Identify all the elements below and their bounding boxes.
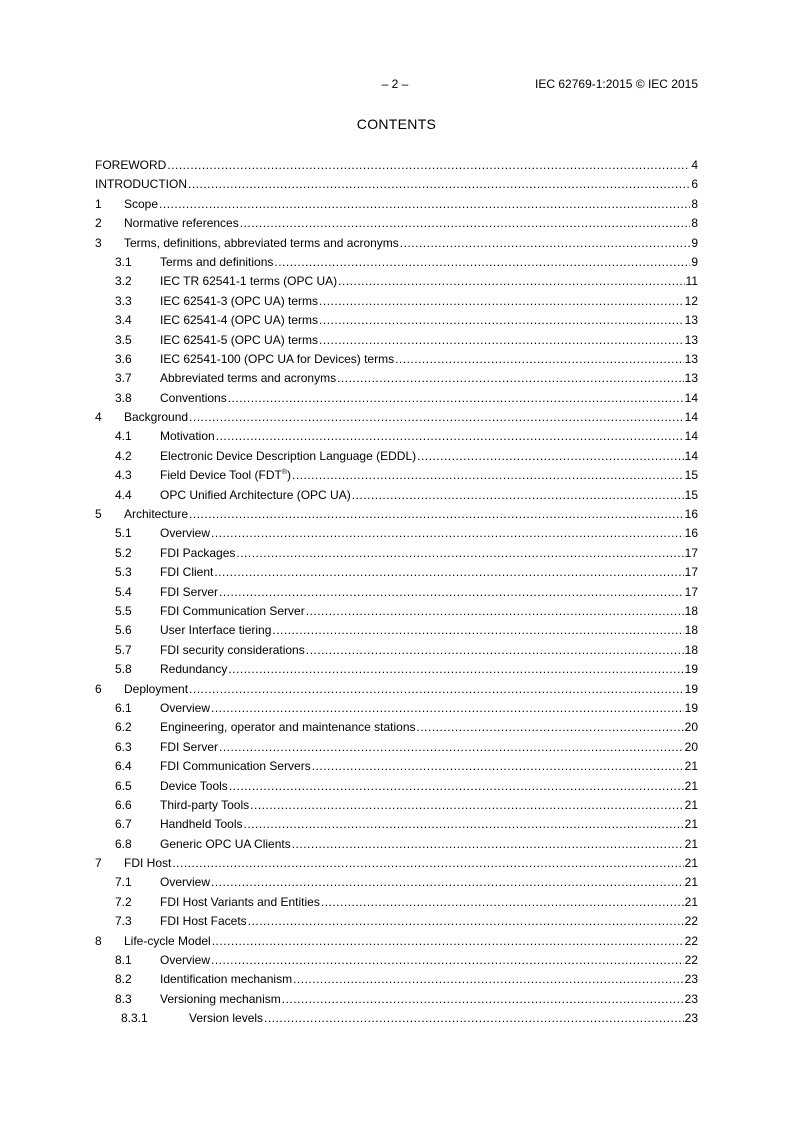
toc-entry-page: 18: [684, 623, 698, 638]
toc-entry-title: Scope: [124, 196, 159, 211]
toc-entry[interactable]: [95, 313, 698, 332]
toc-entry-page: 4: [691, 158, 698, 172]
toc-entry-page: 13: [684, 313, 698, 328]
toc-entry-title: Engineering, operator and maintenance stations: [160, 720, 416, 735]
toc-entry-page: 13: [684, 351, 698, 366]
toc-entry[interactable]: [95, 662, 698, 681]
toc-entry-title: Redundancy: [160, 662, 228, 677]
toc-entry[interactable]: [95, 274, 698, 293]
toc-entry-number: 6.4: [115, 759, 132, 774]
dot-leader: [211, 701, 684, 715]
toc-entry-page: 23: [684, 991, 698, 1006]
toc-entry[interactable]: [95, 779, 698, 798]
toc-entry-page: 23: [684, 972, 698, 987]
toc-entry-page: 19: [684, 681, 698, 696]
toc-entry-title: Overview: [160, 700, 211, 715]
dot-leader: [228, 391, 684, 405]
toc-entry-title: Overview: [160, 953, 211, 968]
toc-entry-page: 21: [684, 759, 698, 774]
dot-leader: [395, 352, 684, 366]
toc-entry-title: FDI Server: [160, 584, 219, 599]
toc-entry[interactable]: [95, 585, 698, 604]
toc-entry[interactable]: [95, 914, 698, 933]
toc-entry-number: 5.7: [115, 642, 132, 657]
dot-leader: [248, 914, 684, 928]
dot-leader: [211, 875, 684, 889]
toc-entry-title: Abbreviated terms and acronyms: [160, 371, 337, 386]
toc-entry[interactable]: [95, 429, 698, 448]
toc-entry[interactable]: [95, 1011, 698, 1030]
toc-entry-title: Overview: [160, 875, 211, 890]
dot-leader: [172, 856, 683, 870]
toc-entry-number: 3.4: [115, 313, 132, 328]
toc-entry-number: 5.4: [115, 584, 132, 599]
toc-entry-title: OPC Unified Architecture (OPC UA): [160, 487, 351, 502]
dot-leader: [337, 371, 684, 385]
toc-entry-number: 7: [95, 856, 102, 871]
toc-entry-number: 8: [95, 933, 102, 948]
toc-entry[interactable]: [95, 875, 698, 894]
toc-entry-number: 1: [95, 196, 102, 211]
toc-entry[interactable]: [95, 682, 698, 701]
toc-entry-page: 22: [684, 933, 698, 948]
toc-entry-title: IEC 62541-3 (OPC UA) terms: [160, 293, 319, 308]
dot-leader: [236, 546, 683, 560]
toc-entry[interactable]: [95, 972, 698, 991]
toc-entry-title: Electronic Device Description Language (EDDL): [160, 448, 417, 463]
toc-entry-number: 4.2: [115, 448, 132, 463]
dot-leader: [338, 274, 684, 288]
toc-entry-page: 14: [684, 410, 698, 425]
toc-entry-number: 2: [95, 216, 102, 231]
toc-entry-number: 3.3: [115, 293, 132, 308]
toc-entry[interactable]: [95, 158, 698, 177]
toc-entry-page: 21: [684, 778, 698, 793]
dot-leader: [167, 158, 690, 172]
toc-entry-page: 15: [684, 487, 698, 502]
toc-entry-title: Life-cycle Model: [124, 933, 211, 948]
toc-entry-title: Deployment: [124, 681, 189, 696]
toc-entry-page: 19: [684, 662, 698, 677]
dot-leader: [212, 934, 684, 948]
dot-leader: [214, 565, 683, 579]
dot-leader: [400, 236, 691, 250]
dot-leader: [244, 817, 684, 831]
toc-entry-page: 21: [684, 817, 698, 832]
toc-entry-title: FDI Packages: [160, 545, 236, 560]
dot-leader: [264, 1011, 684, 1025]
toc-entry[interactable]: [95, 449, 698, 468]
toc-entry-page: 21: [684, 797, 698, 812]
toc-entry[interactable]: [95, 643, 698, 662]
dot-leader: [189, 507, 684, 521]
dot-leader: [189, 410, 684, 424]
toc-entry-title: Motivation: [160, 429, 215, 444]
toc-entry-title: FDI Client: [160, 565, 214, 580]
toc-entry-number: 4.4: [115, 487, 132, 502]
toc-entry-number: 6.6: [115, 797, 132, 812]
contents-title: CONTENTS: [356, 116, 437, 132]
dot-leader: [312, 759, 684, 773]
page-number: – 2 –: [381, 77, 409, 91]
toc-entry-title: INTRODUCTION: [95, 177, 187, 192]
dot-leader: [219, 740, 684, 754]
toc-entry[interactable]: [95, 953, 698, 972]
standard-reference: IEC 62769-1:2015 © IEC 2015: [535, 77, 698, 91]
toc-entry-page: 8: [691, 216, 698, 231]
toc-entry-title: Identification mechanism: [160, 972, 293, 987]
toc-entry[interactable]: [95, 604, 698, 623]
toc-entry-title: IEC 62541-4 (OPC UA) terms: [160, 313, 319, 328]
toc-entry-title: FDI Communication Servers: [160, 759, 311, 774]
dot-leader: [211, 953, 684, 967]
toc-entry-title: Handheld Tools: [160, 817, 243, 832]
toc-entry-number: 4.3: [115, 468, 132, 483]
toc-entry-number: 6.2: [115, 720, 132, 735]
toc-entry-title: IEC TR 62541-1 terms (OPC UA): [160, 274, 338, 289]
toc-entry-number: 6.1: [115, 700, 132, 715]
toc-entry-number: 5.6: [115, 623, 132, 638]
toc-entry-title: Generic OPC UA Clients: [160, 836, 291, 851]
dot-leader: [292, 468, 684, 482]
toc-entry-page: 14: [684, 390, 698, 405]
dot-leader: [319, 333, 684, 347]
toc-entry[interactable]: [95, 177, 698, 196]
toc-entry-page: 15: [684, 468, 698, 483]
toc-entry-page: 17: [684, 584, 698, 599]
toc-entry-title: FDI security considerations: [160, 642, 305, 657]
dot-leader: [240, 216, 691, 230]
toc-entry-number: 8.2: [115, 972, 132, 987]
toc-entry-page: 22: [684, 953, 698, 968]
toc-entry[interactable]: [95, 895, 698, 914]
toc-entry-number: 8.3.1: [121, 1011, 148, 1026]
dot-leader: [216, 429, 684, 443]
toc-entry-number: 7.2: [115, 894, 132, 909]
toc-entry[interactable]: [95, 333, 698, 352]
toc-entry-page: 22: [684, 914, 698, 929]
dot-leader: [306, 604, 684, 618]
toc-entry-page: 21: [684, 836, 698, 851]
dot-leader: [417, 449, 684, 463]
dot-leader: [292, 837, 684, 851]
toc-entry-page: 14: [684, 429, 698, 444]
toc-entry-title: Terms and definitions: [160, 254, 274, 269]
dot-leader: [211, 526, 684, 540]
dot-leader: [321, 895, 684, 909]
toc-entry-number: 7.3: [115, 914, 132, 929]
toc-entry-page: 14: [684, 448, 698, 463]
toc-entry-number: 4.1: [115, 429, 132, 444]
toc-entry-page: 21: [684, 894, 698, 909]
toc-entry[interactable]: [95, 856, 698, 875]
toc-entry-title: Normative references: [124, 216, 239, 231]
toc-entry[interactable]: [95, 740, 698, 759]
dot-leader: [159, 197, 690, 211]
toc-entry[interactable]: [95, 236, 698, 255]
toc-entry-page: 13: [684, 332, 698, 347]
toc-entry-page: 9: [691, 254, 698, 269]
registered-mark: ®: [281, 469, 287, 477]
toc-entry[interactable]: [95, 798, 698, 817]
toc-entry-page: 19: [684, 700, 698, 715]
dot-leader: [319, 313, 684, 327]
toc-entry-page: 8: [691, 196, 698, 211]
toc-entry[interactable]: [95, 352, 698, 371]
toc-entry-page: 18: [684, 603, 698, 618]
toc-entry-number: 8.1: [115, 953, 132, 968]
toc-entry[interactable]: [95, 468, 698, 487]
toc-entry-title: Versioning mechanism: [160, 991, 281, 1006]
toc-entry-number: 3: [95, 235, 102, 250]
toc-entry[interactable]: [95, 992, 698, 1011]
toc-entry-number: 6.3: [115, 739, 132, 754]
toc-entry[interactable]: [95, 371, 698, 390]
toc-entry-number: 5.8: [115, 662, 132, 677]
toc-entry-number: 8.3: [115, 991, 132, 1006]
dot-leader: [417, 720, 684, 734]
toc-entry-number: 5: [95, 507, 102, 522]
toc-entry-number: 3.1: [115, 254, 132, 269]
toc-entry[interactable]: [95, 837, 698, 856]
toc-entry[interactable]: [95, 817, 698, 836]
toc-entry[interactable]: [95, 526, 698, 545]
toc-entry[interactable]: [95, 720, 698, 739]
toc-entry-number: 6: [95, 681, 102, 696]
toc-entry-page: 17: [684, 545, 698, 560]
dot-leader: [319, 294, 684, 308]
toc-entry-number: 5.2: [115, 545, 132, 560]
toc-entry-page: 17: [684, 565, 698, 580]
toc-entry-page: 9: [691, 235, 698, 250]
toc-entry-title: FDI Host Variants and Entities: [160, 894, 320, 909]
toc-entry-number: 3.2: [115, 274, 132, 289]
toc-entry[interactable]: [95, 391, 698, 410]
toc-entry-number: 3.7: [115, 371, 132, 386]
toc-entry-title: Third-party Tools: [160, 797, 250, 812]
toc-entry-title: FOREWORD: [95, 158, 167, 172]
toc-entry[interactable]: [95, 294, 698, 313]
toc-entry-page: 23: [684, 1011, 698, 1026]
toc-entry[interactable]: [95, 507, 698, 526]
toc-entry-page: 21: [684, 856, 698, 871]
table-of-contents: [95, 158, 698, 1031]
toc-entry-page: 6: [691, 177, 698, 192]
toc-entry-page: 13: [684, 371, 698, 386]
toc-entry-page: 20: [684, 739, 698, 754]
dot-leader: [228, 662, 683, 676]
toc-entry-number: 5.5: [115, 603, 132, 618]
toc-entry[interactable]: [95, 255, 698, 274]
dot-leader: [229, 779, 684, 793]
toc-entry-title: Device Tools: [160, 778, 228, 793]
dot-leader: [272, 623, 683, 637]
dot-leader: [352, 488, 684, 502]
toc-entry-number: 5.1: [115, 526, 132, 541]
dot-leader: [219, 585, 684, 599]
toc-entry-number: 6.8: [115, 836, 132, 851]
toc-entry[interactable]: [95, 197, 698, 216]
toc-entry-page: 16: [684, 507, 698, 522]
toc-entry-title: Field Device Tool (FDT®): [160, 468, 291, 483]
toc-entry-number: 7.1: [115, 875, 132, 890]
toc-entry-page: 16: [684, 526, 698, 541]
toc-entry[interactable]: [95, 546, 698, 565]
toc-entry-page: 12: [684, 293, 698, 308]
toc-entry-title: FDI Communication Server: [160, 603, 305, 618]
dot-leader: [250, 798, 683, 812]
toc-entry-page: 21: [684, 875, 698, 890]
toc-entry-number: 3.6: [115, 351, 132, 366]
toc-entry-number: 6.5: [115, 778, 132, 793]
toc-entry[interactable]: [95, 701, 698, 720]
dot-leader: [189, 682, 684, 696]
toc-entry[interactable]: [95, 565, 698, 584]
toc-entry-title: Architecture: [124, 507, 189, 522]
dot-leader: [293, 972, 684, 986]
toc-entry[interactable]: [95, 623, 698, 642]
dot-leader: [306, 643, 684, 657]
toc-entry-title: Terms, definitions, abbreviated terms and acronyms: [124, 235, 399, 250]
toc-entry[interactable]: [95, 488, 698, 507]
toc-entry-title: IEC 62541-100 (OPC UA for Devices) terms: [160, 351, 395, 366]
toc-entry-title: Conventions: [160, 390, 227, 405]
dot-leader: [274, 255, 690, 269]
dot-leader: [188, 177, 690, 191]
toc-entry-page: 18: [684, 642, 698, 657]
toc-entry-title: Version levels: [189, 1011, 264, 1026]
toc-entry[interactable]: [95, 410, 698, 429]
toc-entry-title: Overview: [160, 526, 211, 541]
toc-entry[interactable]: [95, 934, 698, 953]
toc-entry-title: FDI Server: [160, 739, 219, 754]
toc-entry-page: 20: [684, 720, 698, 735]
toc-entry-title: IEC 62541-5 (OPC UA) terms: [160, 332, 319, 347]
toc-entry-number: 3.8: [115, 390, 132, 405]
toc-entry-number: 4: [95, 410, 102, 425]
toc-entry-title: User Interface tiering: [160, 623, 272, 638]
toc-entry-number: 6.7: [115, 817, 132, 832]
toc-entry-title: FDI Host Facets: [160, 914, 247, 929]
toc-entry-number: 5.3: [115, 565, 132, 580]
toc-entry[interactable]: [95, 759, 698, 778]
toc-entry-page: 11: [685, 274, 698, 289]
toc-entry[interactable]: [95, 216, 698, 235]
dot-leader: [282, 992, 684, 1006]
toc-entry-number: 3.5: [115, 332, 132, 347]
toc-entry-title: Background: [124, 410, 189, 425]
toc-entry-title: FDI Host: [124, 856, 172, 871]
